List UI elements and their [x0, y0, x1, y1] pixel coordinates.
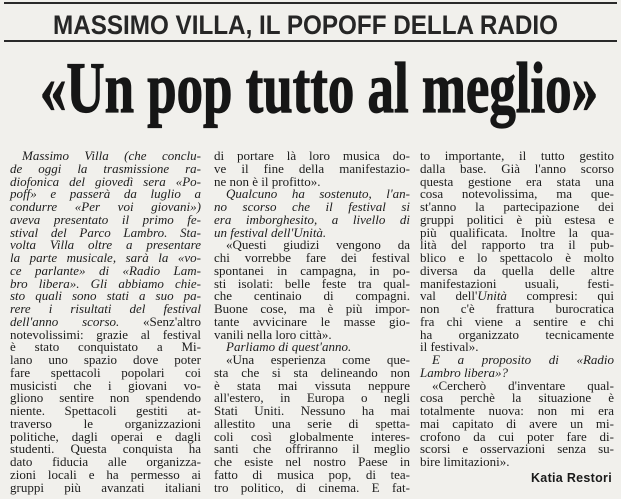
text-line: scorsi e osservazioni senza su-	[420, 441, 614, 457]
column-text	[420, 150, 614, 469]
text-line: Stati Uniti. Nessuno ha mai	[214, 403, 410, 418]
text-line: fatto di musica pop, di tea-	[214, 466, 410, 482]
text-line: dato fiducia alle organizza-	[10, 454, 201, 469]
text-line: ha organizzato tecnicamente	[420, 326, 614, 342]
text-line: fare spettacoli popolari coi	[10, 364, 201, 380]
text-line: allestito una serie di spetta-	[214, 415, 410, 431]
text-line: questa gestione era stata una	[420, 173, 614, 189]
text-line: sta che si sta delineando non	[214, 364, 410, 380]
text-line: tro politico, di cinema. E fat-	[214, 479, 410, 495]
text-line: traverso le organizzazioni	[10, 415, 201, 431]
text-line: gliono sentire non spendendo	[10, 390, 201, 406]
text-line: studenti. Questa conquista ha	[10, 441, 201, 457]
text-line: gruppi più avanzati italiani	[10, 479, 201, 495]
text-run: compresi: qui	[506, 288, 614, 304]
text-line: «Questi giudizi vengono da	[226, 237, 410, 253]
paragraph	[10, 150, 201, 494]
bottom-rule	[4, 40, 617, 42]
text-line: volta Villa oltre a presentare	[10, 237, 201, 253]
text-line: cosa perchè la situazione è	[420, 390, 614, 406]
text-line: che esiste nel nostro Paese in	[214, 454, 410, 469]
text-line: è stata mai vissuta neppure	[214, 377, 410, 393]
text-line: no scorso che il festival si	[214, 199, 410, 214]
text-line: E a proposito di «Radio	[432, 352, 614, 367]
text-line: crofono da cui poter fare di-	[420, 428, 614, 444]
text-line: st'anno la partecipazione dei	[420, 199, 614, 214]
text-line: è stato conquistato a Mi-	[10, 339, 201, 355]
text-line: bro libera». Gli abbiamo chie-	[10, 275, 201, 291]
text-line: spontanei in campagna, in po-	[214, 262, 410, 278]
text-line: sti isolati: belle feste tra qual-	[214, 275, 410, 291]
text-line: fra chi viene a sentire e chi	[420, 313, 614, 329]
text-line: niente. Spettacoli gestiti at-	[10, 403, 201, 418]
text-line: rere i risultati del festival	[10, 301, 201, 316]
text-line: ce parlante» di «Radio Lam-	[10, 262, 201, 278]
text-line: di portare là loro musica do-	[214, 148, 410, 163]
text-line: lano uno spazio dove poter	[10, 352, 201, 367]
paragraph	[420, 377, 614, 469]
text-line: un festival dell'Unità.	[214, 224, 327, 240]
text-line: condurre «Per voi giovani»)	[10, 199, 201, 214]
column-text	[10, 150, 201, 494]
text-line: Lambro libera»?	[420, 364, 508, 380]
text-line: to importante, il tutto gestito	[420, 148, 614, 163]
text-line: blico e lo spettacolo è molto	[420, 250, 614, 265]
text-line: Parliamo di quest'anno.	[226, 339, 352, 355]
text-line: poff» e passerà da luglio a	[10, 186, 201, 202]
text-line: all'estero, in Europa o negli	[214, 390, 410, 406]
text-line: de oggi la trasmissione ra-	[10, 160, 201, 176]
paragraph	[420, 150, 614, 354]
text-line: Buone cose, ma è più impor-	[214, 301, 410, 316]
text-line: «Una esperienza come que-	[226, 352, 410, 367]
text-line: notevolissimi: grazie al festival	[10, 326, 201, 342]
text-line: era imborghesito, a livello di	[214, 211, 410, 227]
text-line: che centinaio di compagni.	[214, 288, 410, 304]
text-line: zioni locali e ha permesso ai	[10, 466, 201, 482]
text-line: «Cercherò d'inventare qual-	[432, 377, 614, 393]
text-line: vanili nella loro città».	[214, 326, 332, 342]
text-line: diversa da quella delle altre	[420, 262, 614, 278]
byline: Katia Restori	[530, 470, 612, 485]
text-line: totalmente nuova: non mi era	[420, 403, 614, 418]
text-run: val dell'	[420, 288, 478, 304]
paragraph	[214, 354, 410, 494]
headline-text: «Un pop tutto al meglio»	[40, 48, 598, 128]
text-line: mai capitato di avere un mi-	[420, 415, 614, 431]
text-line: Massimo Villa (che conclu-	[22, 148, 201, 163]
text-run: dell'anno scorso.	[10, 313, 120, 329]
text-line: santi che offriranno il meglio	[214, 441, 410, 457]
paragraph	[420, 354, 614, 380]
text-line: stival del Parco Lambro. Sta-	[10, 224, 201, 240]
text-line: bire limitazioni».	[420, 454, 510, 469]
text-line: diofonica del giovedì sera «Po-	[10, 173, 201, 189]
article-column-3	[420, 150, 614, 486]
text-line: più qualificata. Inoltre la qua-	[420, 224, 614, 240]
text-line: tante avvicinare le masse gio-	[214, 313, 410, 329]
text-line: non c'è frattura burocratica	[420, 301, 614, 316]
article-column-2	[214, 150, 410, 494]
text-line: cosa notevolissima, ma que-	[420, 186, 614, 202]
text-line: politiche, dagli operai e dagli	[10, 428, 201, 444]
text-line: il festival».	[420, 339, 479, 355]
text-line: coli così globalmente interes-	[214, 428, 410, 444]
text-line: gruppi politici è più estesa e	[420, 211, 614, 227]
text-line: la parte musicale, sarà la «vo-	[10, 250, 201, 265]
text-line: ve il fine della manifestazio-	[214, 160, 410, 176]
text-line: chi vorrebbe fare dei festival	[214, 250, 410, 265]
kicker-text: MASSIMO VILLA, IL POPOFF DELLA RADIO	[53, 10, 558, 40]
paragraph	[214, 239, 410, 341]
text-line: aveva presentato il primo fe-	[10, 211, 201, 227]
text-line: lità del rapporto tra il pub-	[420, 237, 614, 253]
text-line: dalla base. Già l'anno scorso	[420, 160, 614, 176]
text-line: manifestazioni usuali, festi-	[420, 275, 614, 291]
text-run: Unità	[477, 288, 507, 304]
headline	[0, 46, 621, 132]
kicker	[0, 0, 621, 44]
paragraph	[214, 150, 410, 188]
column-text	[214, 150, 410, 494]
text-line: sto quali sono stati a suo pa-	[10, 288, 201, 304]
paragraph	[214, 188, 410, 239]
text-line: musicisti che i giovani vo-	[10, 377, 201, 393]
article-column-1	[10, 150, 201, 494]
text-line: Qualcuno ha sostenuto, l'an-	[226, 186, 410, 202]
text-line: ne non è il profitto».	[214, 173, 321, 189]
text-run: «Senz'altro	[119, 313, 201, 329]
